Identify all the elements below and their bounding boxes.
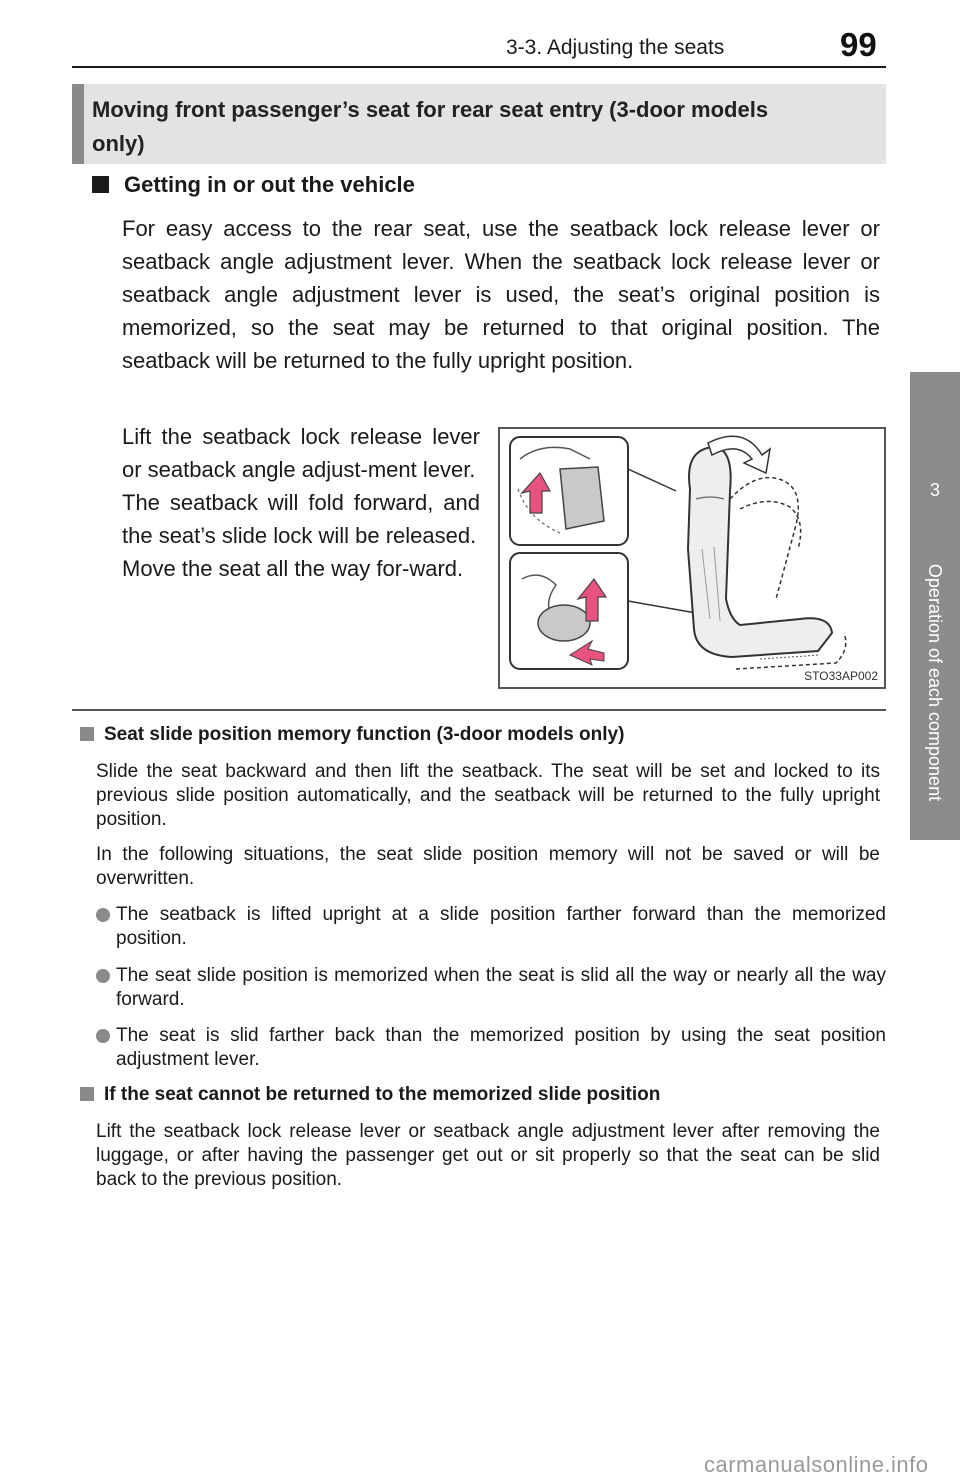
square-bullet-icon bbox=[80, 1087, 94, 1101]
section-title-line2: only) bbox=[92, 131, 145, 156]
note-heading-cannot-return-text: If the seat cannot be returned to the memorized slide position bbox=[104, 1084, 661, 1105]
header-rule bbox=[72, 66, 886, 68]
chapter-side-tab bbox=[910, 372, 960, 840]
slide-lever bbox=[538, 605, 590, 641]
step-3: Move the seat all the way for-ward. bbox=[122, 556, 464, 581]
seat-illustration bbox=[498, 427, 886, 689]
page-number: 99 bbox=[840, 26, 877, 63]
chapter-label-text: Operation of each component bbox=[925, 563, 946, 802]
subsection-heading-text: Getting in or out the vehicle bbox=[124, 172, 415, 197]
circle-bullet-icon bbox=[96, 969, 110, 983]
note-cannot-return-paragraph: Lift the seatback lock release lever or seatback angle adjustment lever after removing the luggage, or after having the passenger get out or sit properly so that the seat can be slid back to the previous position. bbox=[96, 1121, 880, 1190]
subsection-body: For easy access to the rear seat, use the seatback lock release lever or seatback angle adjustment lever. When the seatback lock release lever or seatback angle adjustment lever is used, the seat’s original position is memorized, so the seat may be returned to that original position. The seatback will be returned to the fully upright position. bbox=[122, 216, 880, 373]
procedure-steps bbox=[122, 420, 480, 585]
circle-bullet-icon bbox=[96, 908, 110, 922]
seatback-lever bbox=[560, 467, 604, 529]
note-heading-memory-text: Seat slide position memory function (3-door models only) bbox=[104, 724, 625, 745]
section-divider bbox=[72, 709, 886, 711]
note-memory-paragraph-2: In the following situations, the seat slide position memory will not be saved or will be overwritten. bbox=[96, 844, 880, 889]
note-heading-cannot-return bbox=[80, 1084, 660, 1106]
section-title bbox=[92, 93, 878, 161]
page-header-section: 3-3. Adjusting the seats bbox=[506, 36, 725, 59]
bullet-text: The seat slide position is memorized when the seat is slid all the way or nearly all the way forward. bbox=[116, 965, 886, 1010]
section-title-box bbox=[72, 84, 886, 164]
section-title-line1: Moving front passenger’s seat for rear seat entry (3-door models bbox=[92, 97, 769, 122]
subsection-heading bbox=[92, 172, 415, 198]
chapter-number: 3 bbox=[929, 480, 940, 500]
section-title-bar bbox=[72, 84, 84, 164]
square-bullet-icon bbox=[92, 176, 109, 193]
step-1: Lift the seatback lock release lever or seatback angle adjust-ment lever. bbox=[122, 424, 480, 482]
seat-drawing bbox=[500, 429, 884, 687]
bullet-text: The seatback is lifted upright at a slide position farther forward than the memorized position. bbox=[116, 904, 886, 949]
note-heading-memory bbox=[80, 724, 624, 746]
watermark: carmanualsonline.info bbox=[704, 1452, 929, 1477]
chapter-label bbox=[919, 555, 951, 810]
bullet-text: The seat is slid farther back than the memorized position by using the seat position adjustment lever. bbox=[116, 1025, 886, 1070]
circle-bullet-icon bbox=[96, 1029, 110, 1043]
note-memory-paragraph-1: Slide the seat backward and then lift the seatback. The seat will be set and locked to its previous slide position automatically, and the seatback will be returned to the fully upright position. bbox=[96, 761, 880, 830]
figure-code: STO33AP002 bbox=[804, 669, 878, 683]
square-bullet-icon bbox=[80, 727, 94, 741]
step-2: The seatback will fold forward, and the seat’s slide lock will be released. bbox=[122, 490, 480, 548]
